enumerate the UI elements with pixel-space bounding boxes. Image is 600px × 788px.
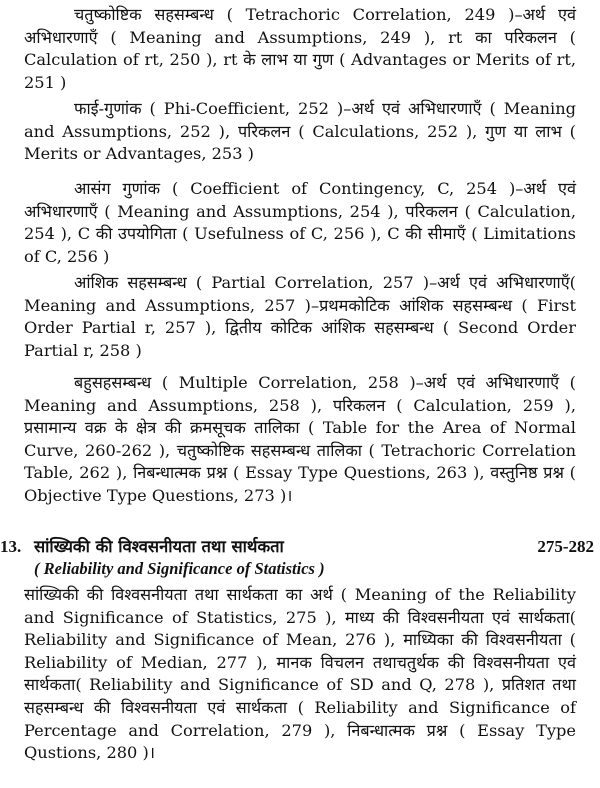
entry-text: आसंग गुणांक ( Coefficient of Contingency, C, 254 )–अर्थ एवं अभिधारणाएँ ( Meaning and Assumptions, 254 ), परिकलन ( Calculation, 254 ), C की उपयोगिता ( Usefulness of C, 256 ), C की सीमाएँ ( Limitations of C, 256 )	[24, 179, 576, 266]
chapter-title: सांख्यिकी की विश्वसनीयता तथा सार्थकता	[34, 537, 284, 556]
entry-text: आंशिक सहसम्बन्ध ( Partial Correlation, 257 )–अर्थ एवं अभिधारणाएँ( Meaning and Assumptions, 257 )–प्रथमकोटिक आंशिक सहसम्बन्ध ( First Order Partial r, 257 ), द्वितीय कोटिक आंशिक सहसम्बन्ध ( Second Order Partial r, 258 )	[24, 273, 576, 360]
toc-entry-tetrachoric-correlation	[24, 4, 576, 94]
chapter-number: 13.	[0, 537, 22, 556]
entry-text: बहुसहसम्बन्ध ( Multiple Correlation, 258 )–अर्थ एवं अभिधारणाएँ ( Meaning and Assumptions, 258 ), परिकलन ( Calculation, 259 ), प्रसामान्य वक्र के क्षेत्र की क्रमसूचक तालिका ( Table for the Area of Normal Curve, 260-262 ), चतुष्कोष्टिक सहसम्बन्ध तालिका ( Tetrachoric Correlation Table, 262 ), निबन्धात्मक प्रश्न ( Essay Type Questions, 263 ), वस्तुनिष्ठ प्रश्न ( Objective Type Questions, 273 )।	[24, 373, 576, 505]
toc-entry-multiple-correlation	[24, 372, 576, 508]
chapter-subtitle: ( Reliability and Significance of Statistics )	[34, 559, 325, 578]
toc-entry-coefficient-of-contingency	[24, 178, 576, 268]
entry-text: चतुष्कोष्टिक सहसम्बन्ध ( Tetrachoric Correlation, 249 )–अर्थ एवं अभिधारणाएँ ( Meaning and Assumptions, 249 ), rt का परिकलन ( Calculation of rt, 250 ), rt के लाभ या गुण ( Advantages or Merits of rt, 251 )	[24, 5, 576, 92]
chapter-page-range: 275-282	[537, 537, 594, 556]
entry-text: फाई-गुणांक ( Phi-Coefficient, 252 )–अर्थ एवं अभिधारणाएँ ( Meaning and Assumptions, 252 ), परिकलन ( Calculations, 252 ), गुण या लाभ ( Merits or Advantages, 253 )	[24, 99, 576, 164]
toc-entry-phi-coefficient	[24, 98, 576, 166]
toc-entry-partial-correlation	[24, 272, 576, 362]
chapter-contents-paragraph: सांख्यिकी की विश्वसनीयता तथा सार्थकता का अर्थ ( Meaning of the Reliability and Significance of Statistics, 275 ), माध्य की विश्वसनीयता एवं सार्थकता( Reliability and Significance of Mean, 276 ), माध्यिका की विश्वसनीयता ( Reliability of Median, 277 ), मानक विचलन तथाचतुर्थक की विश्वसनीयता एवं सार्थकता( Reliability and Significance of SD and Q, 278 ), प्रतिशत तथा सहसम्बन्ध की विश्वसनीयता एवं सार्थकता ( Reliability and Significance of Percentage and Correlation, 279 ), निबन्धात्मक प्रश्न ( Essay Type Qustions, 280 )।	[24, 585, 576, 763]
